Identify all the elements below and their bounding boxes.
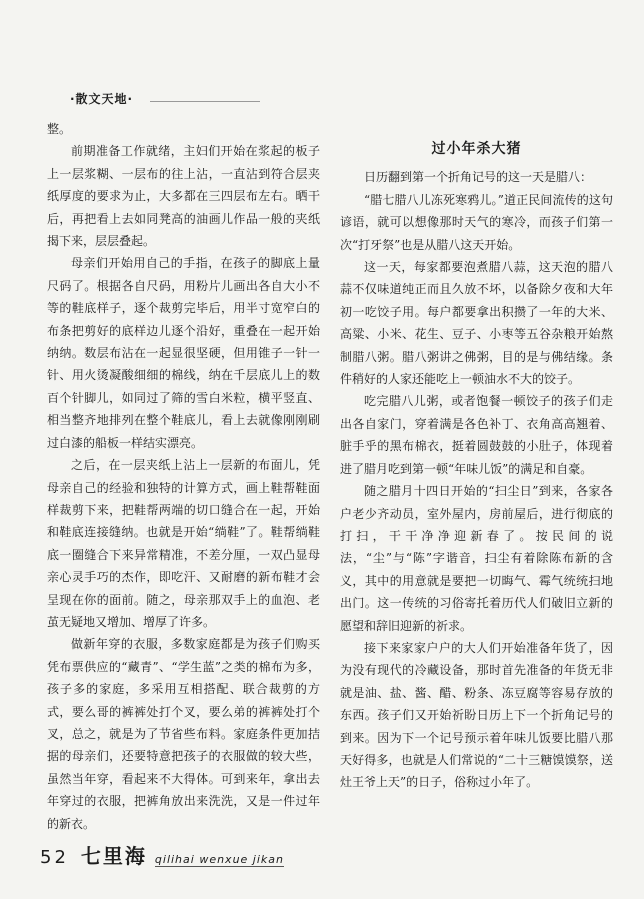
header-rule (150, 101, 260, 102)
paragraph: 整。 (47, 122, 72, 136)
paragraph: 母亲们开始用自己的手指，在孩子的脚底上量尺码了。根据各自尺码，用粉片儿画出各自大小不等的鞋底样子，逐个裁剪完毕后，用半寸宽窄白的布条把剪好的底样边儿逐个沿好，重叠在一起开始纳纳。数层布沾在一起显很坚硬，但用锥子一针一针、用火烫凝酸细细的棉线，纳在千层底儿上的数百个针脚儿，如同过了筛的雪白米粒，横平竖直、相当整齐地排列在整个鞋底儿，看上去就像刚刚刷过白漆的船板一样结实漂亮。 (47, 256, 320, 450)
magazine-name: 七里海 (80, 844, 147, 868)
paragraph: 前期准备工作就绪，主妇们开始在浆起的板子上一层浆糊、一层布的往上沾，一直沾到符合层夹纸厚度的要求为止，大多都在三四层布左右。晒干后，再把看上去如同凳高的油画儿作品一般的夹纸揭下来，层层叠起。 (47, 144, 320, 249)
paragraph: 日历翻到第一个折角记号的这一天是腊八： (364, 170, 593, 185)
page-footer (40, 840, 284, 869)
paragraph: 接下来家家户户的大人们开始准备年货了，因为没有现代的冷藏设备，那时首先准备的年货无非就是油、盐、酱、醋、粉条、冻豆腐等容易存放的东西。孩子们又开始祈盼日历上下一个折角记号的到来。因为下一个记号预示着年味儿饭要比腊八那天好得多，也就是人们常说的“二十三糖馍馍祭，送灶王爷上天”的日子，俗称过小年了。 (340, 640, 613, 790)
paragraph: 之后，在一层夹纸上沾上一层新的布面儿，凭母亲自己的经验和独特的计算方式，画上鞋帮鞋面样裁剪下来，把鞋帮两端的切口缝合在一起，开始和鞋底连接缝纳。也就是开始“绱鞋”了。鞋帮绱鞋底一圈缝合下来异常精准，不差分厘，一双凸显母亲心灵手巧的杰作，即吃汗、又耐磨的新布鞋才会呈现在你的面前。随之，母亲那双手上的血泡、老茧无疑地又增加、增厚了许多。 (47, 458, 320, 629)
left-column (47, 118, 320, 835)
section-header: ·散文天地· (70, 92, 134, 106)
right-column (340, 118, 613, 794)
paragraph: 这一天，每家都要泡煮腊八蒜，这天泡的腊八蒜不仅味道纯正而且久放不坏，以备除夕夜和大年初一吃饺子用。每户都要拿出积攒了一年的大米、高粱、小米、花生、豆子、小枣等五谷杂粮开始熬制腊八粥。腊八粥讲之佛粥，目的是与佛结缘。条件稍好的人家还能吃上一顿油水不大的饺子。 (340, 260, 613, 387)
paragraph: 随之腊月十四日开始的“扫尘日”到来，各家各户老少齐动员，室外屋内，房前屋后，进行彻底的打扫，干干净净迎新春了。按民间的说法，“尘”与“陈”字谐音，扫尘有着除陈布新的含义，其中的用意就是要把一切晦气、霉气统统扫地出门。这一传统的习俗寄托着历代人们破旧立新的愿望和辞旧迎新的祈求。 (340, 484, 613, 633)
magazine-romanization: qilihai wenxue jikan (154, 853, 284, 866)
section-title: 过小年杀大猪 (431, 141, 522, 157)
paragraph: 吃完腊八儿粥，或者饱餐一顿饺子的孩子们走出各自家门，穿着满是各色补丁、衣角高高翘着、脏手乎的黑布棉衣，挺着圆鼓鼓的小肚子，体现着进了腊月吃到第一顿“年味儿饭”的满足和自豪。 (340, 394, 613, 476)
paragraph: “腊七腊八儿冻死寒鸦儿。”道正民间流传的这句谚语，就可以想像那时天气的寒冷，而孩子们第一次“打牙祭”也是从腊八这天开始。 (340, 192, 613, 252)
paragraph: 做新年穿的衣服，多数家庭都是为孩子们购买凭布票供应的“藏青”、“学生蓝”之类的棉布为多，孩子多的家庭，多采用互相搭配、联合裁剪的方式，要么哥的裤裤处打个叉，要么弟的裤裤处打个叉，总之，就是为了节省些布料。家庭条件更加拮据的母亲们，还要特意把孩子的衣服做的较大些，虽然当年穿，看起来不大得体。可到来年，拿出去年穿过的衣服，把裤角放出来洗洗，又是一件过年的新衣。 (47, 637, 320, 831)
page-number: 52 (40, 847, 69, 868)
